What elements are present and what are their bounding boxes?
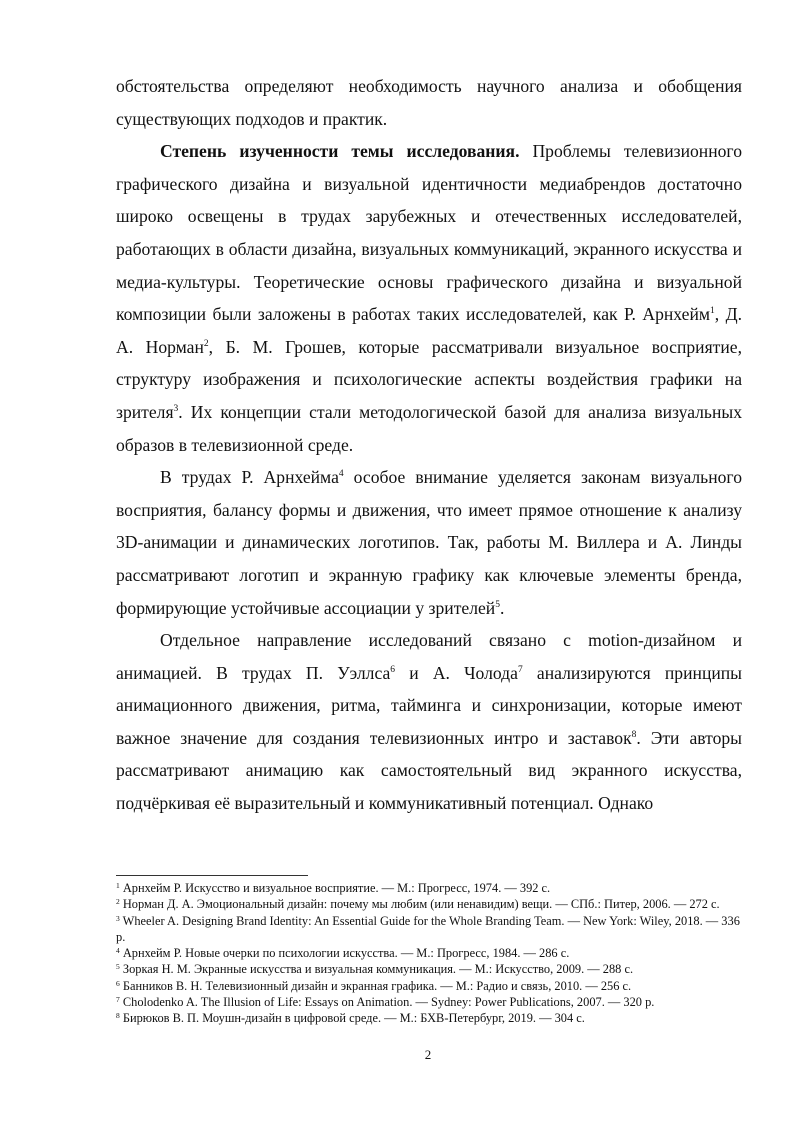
footnote-3	[116, 913, 742, 946]
footnote-ref-2[interactable]: 2	[203, 338, 209, 349]
paragraph-text: , Д. А. Норман	[116, 304, 743, 357]
footnote-number: 4	[116, 946, 120, 956]
paragraph-3	[116, 461, 742, 624]
footnote-text: Бирюков В. П. Моушн-дизайн в цифровой среде. — М.: БХВ-Петербург, 2019. — 304 с.	[122, 1011, 585, 1026]
document-body	[116, 70, 742, 820]
paragraph-text: , Б. М. Грошев, которые рассматривали визуальное восприятие, структуру изображения и психологические аспекты воздействия графики на зрителя	[116, 336, 742, 422]
paragraph-4	[116, 624, 742, 820]
paragraph-1	[116, 70, 742, 135]
footnote-ref-5[interactable]: 5	[495, 599, 500, 610]
footnote-text: Норман Д. А. Эмоциональный дизайн: почему мы любим (или ненавидим) вещи. — СПб.: Питер, 2006. — 272 с.	[122, 897, 720, 912]
paragraph-text: Проблемы телевизионного графического дизайна и визуальной идентичности медиабрендов достаточно широко освещены в трудах зарубежных и отечественных исследователей, работающих в области дизайна, визуальных коммуникаций, экранного искусства и медиа-культуры. Теоретические основы графического дизайна и визуальной композиции были заложены в работах таких исследователей, как Р. Арнхейм	[116, 141, 743, 325]
section-heading-inline: Степень изученности темы исследования.	[160, 141, 520, 162]
footnote-number: 3	[116, 913, 120, 923]
footnote-7	[116, 994, 742, 1010]
footnote-number: 1	[116, 881, 120, 890]
footnote-6	[116, 978, 742, 994]
paragraph-text: . Эти авторы рассматривают анимацию как самостоятельный вид экранного искусства, подчёркивая её выразительный и коммуникативный потенциал. Однако	[116, 727, 742, 814]
footnote-number: 8	[116, 1011, 120, 1021]
footnote-separator	[116, 875, 308, 876]
paragraph-text: . Их концепции стали методологической базой для анализа визуальных образов в телевизионной среде.	[116, 401, 742, 455]
footnote-1	[116, 880, 742, 896]
footnote-number: 7	[116, 995, 120, 1005]
footnote-ref-8[interactable]: 8	[631, 729, 637, 740]
footnote-text: Арнхейм Р. Искусство и визуальное восприятие. — М.: Прогресс, 1974. — 392 с.	[122, 881, 551, 895]
footnote-8	[116, 1010, 742, 1026]
footnote-2	[116, 896, 742, 912]
paragraph-text: .	[499, 597, 505, 618]
footnotes-section	[116, 880, 742, 1027]
footnote-ref-7[interactable]: 7	[517, 664, 523, 675]
footnote-text: Банников В. Н. Телевизионный дизайн и экранная графика. — М.: Радио и связь, 2010. — 256 с.	[122, 978, 632, 993]
footnote-ref-4[interactable]: 4	[338, 469, 344, 480]
footnote-ref-3[interactable]: 3	[173, 403, 179, 414]
paragraph-text: Отдельное направление исследований связано с motion-дизайном и анимацией. В трудах П. Уэллса	[116, 630, 742, 683]
paragraph-2	[116, 135, 742, 461]
footnote-5	[116, 961, 742, 977]
paragraph-text: анализируются принципы анимационного движения, ритма, тайминга и синхронизации, которые имеют важное значение для создания телевизионных интро и заставок	[116, 662, 743, 748]
paragraph-text: В трудах Р. Арнхейма	[160, 467, 339, 488]
paragraph-text: обстоятельства определяют необходимость научного анализа и обобщения существующих подходов и практик.	[116, 76, 742, 129]
footnote-ref-1[interactable]: 1	[710, 306, 715, 317]
footnote-4	[116, 945, 742, 961]
footnote-text: Арнхейм Р. Новые очерки по психологии искусства. — М.: Прогресс, 1984. — 286 с.	[122, 946, 570, 961]
footnote-number: 5	[116, 962, 120, 972]
footnote-number: 2	[116, 897, 120, 907]
page-number: 2	[424, 1047, 432, 1062]
footnote-text: Cholodenko A. The Illusion of Life: Essays on Animation. — Sydney: Power Publications, 2007. — 320 p.	[122, 995, 655, 1010]
paragraph-text: особое внимание уделяется законам визуального восприятия, балансу формы и движения, что имеет прямое отношение к анализу 3D-анимации и динамических логотипов. Так, работы М. Виллера и А. Линды рассматривают логотип и экранную графику как ключевые элементы бренда, формирующие устойчивые ассоциации у зрителей	[116, 467, 742, 618]
footnote-ref-6[interactable]: 6	[390, 664, 396, 675]
paragraph-text: и А. Чолода	[395, 662, 518, 683]
footnote-text: Wheeler A. Designing Brand Identity: An Essential Guide for the Whole Branding Team. — New York: Wiley, 2018. — 336 p.	[116, 913, 740, 944]
footnote-text: Зоркая Н. М. Экранные искусства и визуальная коммуникация. — М.: Искусство, 2009. — 288 с.	[122, 962, 634, 977]
footnote-number: 6	[116, 978, 120, 988]
